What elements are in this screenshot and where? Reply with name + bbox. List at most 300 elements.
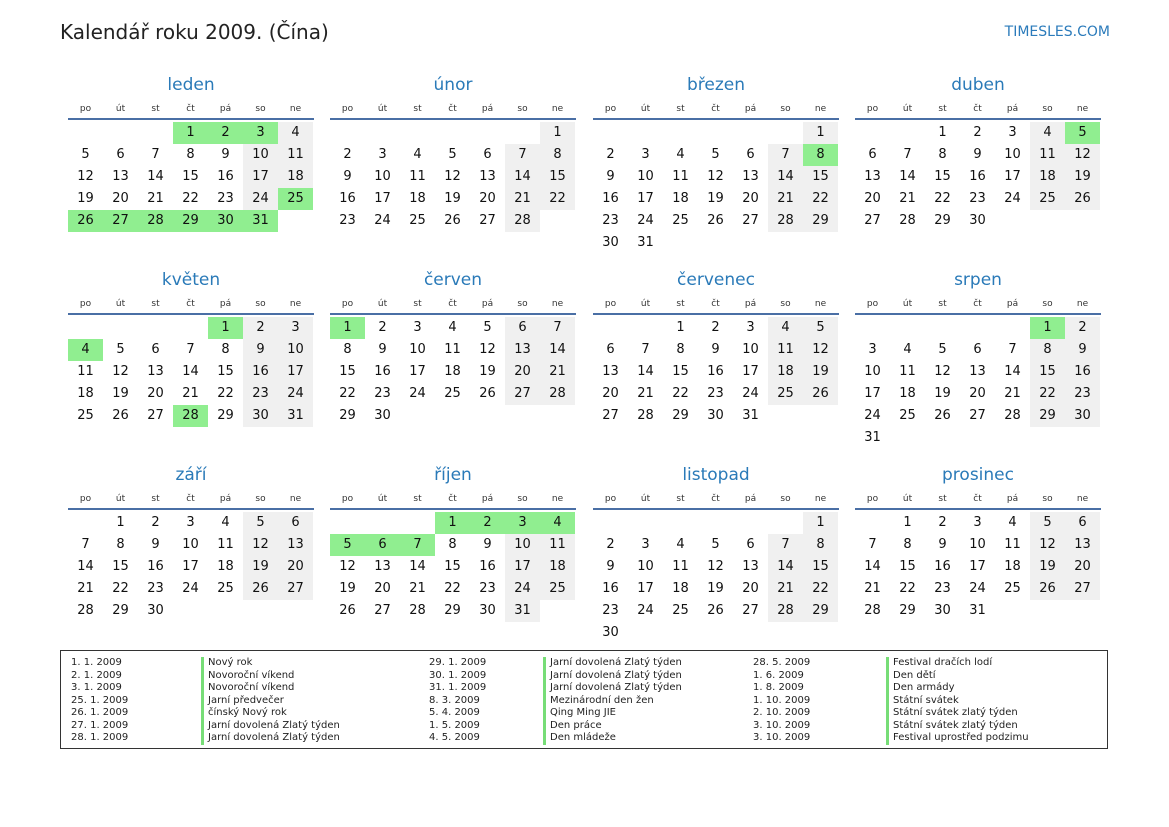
day-cell: 31 <box>243 210 278 232</box>
day-cell: 6 <box>868 147 877 162</box>
day-cell: 29 <box>112 603 129 618</box>
day-cell: 18 <box>217 559 234 574</box>
weekday-header <box>330 488 576 510</box>
day-cell: 21 <box>1004 386 1021 401</box>
legend-date: 4. 5. 2009 <box>429 732 480 743</box>
weekday-label: so <box>1042 299 1053 309</box>
weekday-label: so <box>517 299 528 309</box>
weekday-label: čt <box>448 494 457 504</box>
day-cell: 13 <box>864 169 881 184</box>
day-cell: 8 <box>343 342 352 357</box>
day-cell: 6 <box>746 147 755 162</box>
day-cell: 5 <box>938 342 947 357</box>
day-cell: 10 <box>505 534 540 556</box>
day-cell: 11 <box>672 559 689 574</box>
legend-holiday-name: Qing Ming JIE <box>543 707 682 720</box>
day-cell: 1 <box>903 515 912 530</box>
month-9 <box>68 462 314 618</box>
day-cell: 15 <box>672 364 689 379</box>
day-cell: 15 <box>540 166 575 188</box>
day-cell: 21 <box>768 578 803 600</box>
legend-holiday-name: Státní svátek <box>886 695 1029 708</box>
day-cell: 26 <box>112 408 129 423</box>
day-cell: 18 <box>672 191 689 206</box>
day-cell: 20 <box>969 386 986 401</box>
day-cell: 4 <box>903 342 912 357</box>
day-cell: 18 <box>768 361 803 383</box>
day-cell: 9 <box>378 342 387 357</box>
day-cell: 29 <box>803 210 838 232</box>
legend-date: 2. 10. 2009 <box>753 707 811 718</box>
day-cell: 27 <box>374 603 391 618</box>
day-cell: 24 <box>864 408 881 423</box>
weekday-label: ne <box>289 104 302 114</box>
legend-holiday-name: Novoroční víkend <box>201 682 340 695</box>
day-cell: 3 <box>243 122 278 144</box>
day-cell: 4 <box>1008 515 1017 530</box>
day-cell: 29 <box>1030 405 1065 427</box>
day-cell: 15 <box>1030 361 1065 383</box>
day-cell: 12 <box>707 559 724 574</box>
day-cell: 24 <box>182 581 199 596</box>
day-cell: 4 <box>676 147 685 162</box>
weekday-label: pá <box>744 299 757 309</box>
month-3 <box>593 72 839 250</box>
day-cell: 3 <box>746 320 755 335</box>
day-cell: 19 <box>1065 166 1100 188</box>
legend-holiday-name: Festival dračích lodí <box>886 657 1029 670</box>
day-cell: 12 <box>1030 534 1065 556</box>
day-cell: 2 <box>343 147 352 162</box>
day-cell: 2 <box>470 512 505 534</box>
month-1 <box>68 72 314 228</box>
weekday-label: út <box>377 299 388 309</box>
day-cell: 2 <box>151 515 160 530</box>
month-name: září <box>175 465 207 485</box>
day-cell: 1 <box>208 317 243 339</box>
day-cell: 12 <box>1065 144 1100 166</box>
day-cell: 15 <box>444 559 461 574</box>
day-cell: 17 <box>969 559 986 574</box>
day-cell: 13 <box>505 339 540 361</box>
day-cell: 29 <box>672 408 689 423</box>
legend-holiday-name: Jarní dovolená Zlatý týden <box>543 670 682 683</box>
weekday-label: út <box>377 494 388 504</box>
day-cell: 11 <box>1004 537 1021 552</box>
day-cell: 13 <box>742 559 759 574</box>
legend-date: 1. 5. 2009 <box>429 719 480 731</box>
day-cell: 13 <box>374 559 391 574</box>
page-title: Kalendář roku 2009. (Čína) <box>60 20 329 44</box>
day-cell: 1 <box>173 122 208 144</box>
day-cell: 4 <box>68 339 103 361</box>
day-cell: 10 <box>637 169 654 184</box>
weekday-label: čt <box>186 299 195 309</box>
day-cell: 16 <box>969 169 986 184</box>
weekday-label: ne <box>551 299 564 309</box>
legend-date: 30. 1. 2009 <box>429 669 487 681</box>
day-cell: 16 <box>374 364 391 379</box>
day-cell: 16 <box>339 191 356 206</box>
day-cell: 6 <box>483 147 492 162</box>
day-cell: 29 <box>934 213 951 228</box>
day-cell: 8 <box>938 147 947 162</box>
day-cell: 3 <box>378 147 387 162</box>
day-cell: 24 <box>243 188 278 210</box>
day-cell: 26 <box>707 603 724 618</box>
day-cell: 10 <box>182 537 199 552</box>
day-cell: 24 <box>637 603 654 618</box>
day-cell: 10 <box>243 144 278 166</box>
day-cell: 1 <box>803 122 838 144</box>
day-cell: 26 <box>339 603 356 618</box>
day-cell: 24 <box>374 213 391 228</box>
day-cell: 7 <box>768 144 803 166</box>
day-cell: 10 <box>637 559 654 574</box>
day-cell: 13 <box>1065 534 1100 556</box>
weekday-label: ne <box>1076 494 1089 504</box>
weekday-label: so <box>1042 104 1053 114</box>
legend-date: 31. 1. 2009 <box>429 682 487 693</box>
day-cell: 21 <box>768 188 803 210</box>
weekday-label: ne <box>814 104 827 114</box>
day-cell: 28 <box>138 210 173 232</box>
day-cell: 11 <box>278 144 313 166</box>
day-cell: 27 <box>1065 578 1100 600</box>
day-cell: 16 <box>602 581 619 596</box>
weekday-label: pá <box>219 494 232 504</box>
day-cell: 25 <box>672 603 689 618</box>
day-cell: 4 <box>1030 122 1065 144</box>
weekday-label: ne <box>814 494 827 504</box>
day-cell: 26 <box>68 210 103 232</box>
weekday-label: st <box>938 299 947 309</box>
weekday-label: so <box>517 104 528 114</box>
month-name: únor <box>433 75 473 95</box>
day-cell: 23 <box>479 581 496 596</box>
day-cell: 26 <box>444 213 461 228</box>
day-cell: 30 <box>1065 405 1100 427</box>
day-cell: 3 <box>973 515 982 530</box>
legend-date: 3. 10. 2009 <box>753 719 811 731</box>
weekday-label: st <box>676 299 685 309</box>
day-cell: 11 <box>1030 144 1065 166</box>
legend-date: 1. 10. 2009 <box>753 694 811 706</box>
day-cell: 19 <box>934 386 951 401</box>
weekday-header <box>855 98 1101 120</box>
weekday-label: ne <box>551 104 564 114</box>
day-cell: 15 <box>112 559 129 574</box>
day-cell: 23 <box>243 383 278 405</box>
weekday-label: so <box>255 299 266 309</box>
day-cell: 25 <box>1030 188 1065 210</box>
day-cell: 14 <box>409 559 426 574</box>
month-name: červen <box>423 270 483 290</box>
day-cell: 20 <box>602 386 619 401</box>
day-cell: 7 <box>768 534 803 556</box>
day-cell: 29 <box>899 603 916 618</box>
day-cell: 2 <box>1065 317 1100 339</box>
day-cell: 29 <box>217 408 234 423</box>
day-cell: 9 <box>606 559 615 574</box>
day-cell: 16 <box>602 191 619 206</box>
month-5 <box>68 267 314 423</box>
legend-holiday-name: čínský Nový rok <box>201 707 340 720</box>
day-cell: 13 <box>479 169 496 184</box>
day-cell: 5 <box>711 537 720 552</box>
legend-holiday-name: Festival uprostřed podzimu <box>886 732 1029 745</box>
day-cell: 30 <box>243 405 278 427</box>
day-cell: 30 <box>934 603 951 618</box>
legend-holiday-name: Den mládeže <box>543 732 682 745</box>
month-10 <box>330 462 576 618</box>
legend-names-col <box>886 657 1029 745</box>
weekday-label: čt <box>448 104 457 114</box>
weekday-label: čt <box>711 104 720 114</box>
day-cell: 26 <box>1030 578 1065 600</box>
weekday-label: út <box>902 104 913 114</box>
month-name: prosinec <box>942 465 1014 485</box>
day-cell: 20 <box>505 361 540 383</box>
day-cell: 24 <box>278 383 313 405</box>
weekday-label: ne <box>1076 299 1089 309</box>
day-cell: 19 <box>707 191 724 206</box>
day-cell: 16 <box>479 559 496 574</box>
weekday-label: pá <box>481 494 494 504</box>
day-cell: 2 <box>208 122 243 144</box>
day-cell: 22 <box>112 581 129 596</box>
day-cell: 20 <box>1065 556 1100 578</box>
day-cell: 30 <box>208 210 243 232</box>
weekday-label: so <box>255 494 266 504</box>
day-cell: 29 <box>339 408 356 423</box>
month-name: květen <box>161 270 221 290</box>
day-cell: 17 <box>742 364 759 379</box>
weekday-label: út <box>640 494 651 504</box>
legend-names-col <box>201 657 340 745</box>
weekday-header <box>68 98 314 120</box>
weekday-label: po <box>604 299 617 309</box>
day-cell: 27 <box>864 213 881 228</box>
weekday-label: so <box>517 494 528 504</box>
day-cell: 14 <box>768 556 803 578</box>
day-cell: 28 <box>1004 408 1021 423</box>
day-cell: 10 <box>864 364 881 379</box>
day-cell: 11 <box>77 364 94 379</box>
month-name: listopad <box>682 465 750 485</box>
day-cell: 18 <box>278 166 313 188</box>
day-cell: 23 <box>374 386 391 401</box>
day-cell: 12 <box>803 339 838 361</box>
month-name: říjen <box>434 465 472 485</box>
day-cell: 25 <box>540 578 575 600</box>
weekday-label: út <box>640 104 651 114</box>
day-cell: 16 <box>243 361 278 383</box>
day-cell: 22 <box>803 188 838 210</box>
weekday-label: po <box>79 104 92 114</box>
day-cell: 1 <box>330 317 365 339</box>
weekday-label: ne <box>814 299 827 309</box>
day-cell: 14 <box>637 364 654 379</box>
day-cell: 19 <box>444 191 461 206</box>
day-cell: 9 <box>1065 339 1100 361</box>
day-cell: 2 <box>606 147 615 162</box>
day-cell: 25 <box>278 188 313 210</box>
legend-dates-col <box>753 657 810 745</box>
day-cell: 23 <box>602 213 619 228</box>
day-cell: 20 <box>742 191 759 206</box>
day-cell: 2 <box>973 125 982 140</box>
day-cell: 16 <box>934 559 951 574</box>
day-cell: 19 <box>479 364 496 379</box>
month-2 <box>330 72 576 228</box>
day-cell: 19 <box>112 386 129 401</box>
weekday-header <box>593 488 839 510</box>
day-cell: 7 <box>903 147 912 162</box>
day-cell: 7 <box>186 342 195 357</box>
day-cell: 26 <box>479 386 496 401</box>
day-cell: 12 <box>707 169 724 184</box>
day-cell: 9 <box>938 537 947 552</box>
day-cell: 24 <box>969 581 986 596</box>
day-cell: 3 <box>641 537 650 552</box>
day-cell: 27 <box>505 383 540 405</box>
day-cell: 18 <box>899 386 916 401</box>
day-cell: 10 <box>969 537 986 552</box>
weekday-label: po <box>341 104 354 114</box>
day-cell: 7 <box>151 147 160 162</box>
day-cell: 26 <box>243 578 278 600</box>
day-cell: 23 <box>147 581 164 596</box>
day-cell: 9 <box>973 147 982 162</box>
day-cell: 12 <box>112 364 129 379</box>
weekday-label: čt <box>186 104 195 114</box>
day-cell: 23 <box>339 213 356 228</box>
weekday-label: út <box>115 104 126 114</box>
day-cell: 9 <box>221 147 230 162</box>
day-cell: 13 <box>602 364 619 379</box>
day-cell: 1 <box>1030 317 1065 339</box>
legend-date: 3. 10. 2009 <box>753 732 811 743</box>
day-cell: 28 <box>768 600 803 622</box>
day-cell: 20 <box>742 581 759 596</box>
day-cell: 13 <box>278 534 313 556</box>
legend-holiday-name: Nový rok <box>201 657 340 670</box>
day-cell: 28 <box>77 603 94 618</box>
day-cell: 21 <box>899 191 916 206</box>
day-cell: 22 <box>1030 383 1065 405</box>
day-cell: 25 <box>672 213 689 228</box>
day-cell: 30 <box>602 235 619 250</box>
day-cell: 17 <box>182 559 199 574</box>
day-cell: 18 <box>672 581 689 596</box>
day-cell: 27 <box>147 408 164 423</box>
day-cell: 23 <box>217 191 234 206</box>
day-cell: 11 <box>899 364 916 379</box>
day-cell: 25 <box>444 386 461 401</box>
day-cell: 17 <box>1004 169 1021 184</box>
day-cell: 2 <box>711 320 720 335</box>
weekday-label: so <box>780 104 791 114</box>
day-cell: 26 <box>707 213 724 228</box>
day-cell: 14 <box>899 169 916 184</box>
day-cell: 14 <box>147 169 164 184</box>
day-cell: 8 <box>803 144 838 166</box>
day-cell: 5 <box>803 317 838 339</box>
day-cell: 15 <box>803 556 838 578</box>
day-cell: 3 <box>868 342 877 357</box>
legend-date: 1. 6. 2009 <box>753 669 804 681</box>
day-cell: 27 <box>602 408 619 423</box>
weekday-label: so <box>255 104 266 114</box>
day-cell: 3 <box>641 147 650 162</box>
day-cell: 13 <box>112 169 129 184</box>
day-cell: 25 <box>899 408 916 423</box>
weekday-label: čt <box>448 299 457 309</box>
weekday-label: so <box>780 299 791 309</box>
months-grid <box>68 72 1102 642</box>
day-cell: 6 <box>1065 512 1100 534</box>
day-cell: 31 <box>864 430 881 445</box>
day-cell: 18 <box>409 191 426 206</box>
day-cell: 5 <box>116 342 125 357</box>
day-cell: 22 <box>339 386 356 401</box>
day-cell: 6 <box>116 147 125 162</box>
day-cell: 15 <box>934 169 951 184</box>
day-cell: 11 <box>672 169 689 184</box>
day-cell: 28 <box>864 603 881 618</box>
day-cell: 16 <box>707 364 724 379</box>
day-cell: 9 <box>343 169 352 184</box>
legend-date: 25. 1. 2009 <box>71 694 129 706</box>
day-cell: 15 <box>899 559 916 574</box>
site-link[interactable]: TIMESLES.COM <box>1004 24 1110 40</box>
day-cell: 22 <box>899 581 916 596</box>
day-cell: 18 <box>540 556 575 578</box>
day-cell: 25 <box>217 581 234 596</box>
weekday-header <box>68 293 314 315</box>
day-cell: 8 <box>803 534 838 556</box>
day-cell: 14 <box>864 559 881 574</box>
day-cell: 24 <box>505 578 540 600</box>
legend-names-col <box>543 657 682 745</box>
month-name: leden <box>167 75 215 95</box>
day-cell: 2 <box>606 537 615 552</box>
day-cell: 7 <box>400 534 435 556</box>
weekday-label: čt <box>973 494 982 504</box>
day-cell: 25 <box>77 408 94 423</box>
day-cell: 16 <box>217 169 234 184</box>
day-cell: 24 <box>637 213 654 228</box>
weekday-label: pá <box>1006 104 1019 114</box>
legend-holiday-name: Jarní dovolená Zlatý týden <box>543 657 682 670</box>
day-cell: 11 <box>768 339 803 361</box>
day-cell: 11 <box>444 342 461 357</box>
weekday-header <box>330 98 576 120</box>
weekday-label: po <box>866 299 879 309</box>
day-cell: 14 <box>77 559 94 574</box>
day-cell: 17 <box>278 361 313 383</box>
day-cell: 22 <box>803 578 838 600</box>
day-cell: 4 <box>768 317 803 339</box>
legend-holiday-name: Jarní dovolená Zlatý týden <box>201 732 340 745</box>
day-cell: 18 <box>1004 559 1021 574</box>
day-cell: 15 <box>803 166 838 188</box>
legend-date: 1. 8. 2009 <box>753 682 804 693</box>
day-cell: 26 <box>1065 188 1100 210</box>
legend-date: 5. 4. 2009 <box>429 707 480 718</box>
legend-date: 28. 5. 2009 <box>753 657 811 668</box>
